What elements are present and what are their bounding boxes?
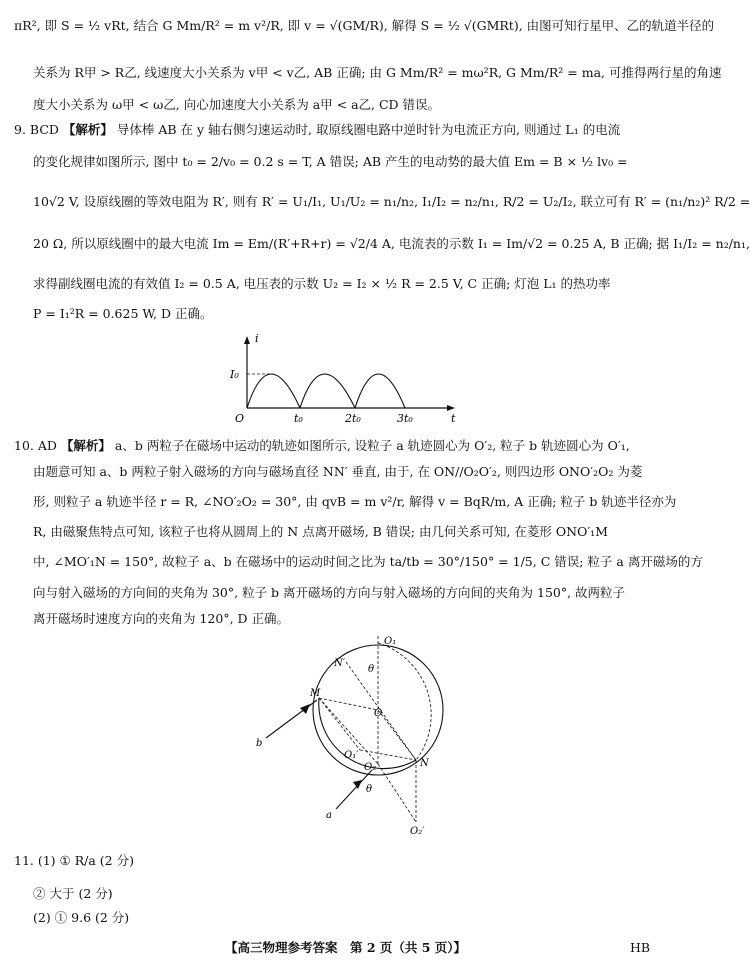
label-a: a (326, 810, 332, 821)
q8-line-2: 关系为 R甲 > R乙, 线速度大小关系为 v甲 < v乙, AB 正确; 由 G Mm/R² = mω²R, G Mm/R² = ma, 可推得两行星的角速 (33, 65, 722, 80)
q9-line-4: 20 Ω, 所以原线圈中的最大电流 Im = Em/(R′+R+r) = √2/4 A, 电流表的示数 I₁ = Im/√2 = 0.25 A, B 正确; 据 I₁/I₂ = n₂/n₁, (33, 236, 750, 251)
q11-line-1: 11. (1) ① R/a (2 分) (14, 853, 134, 868)
q10-line-2: 由题意可知 a、b 两粒子射入磁场的方向与磁场直径 NN′ 垂直, 由于, 在 ON//O₂O′₂, 则四边形 ONO′₂O₂ 为菱 (33, 464, 643, 479)
q8-line-1: πR², 即 S = ½ vRt, 结合 G Mm/R² = m v²/R, 即 v = √(GM/R), 解得 S = ½ √(GMRt), 由图可知行星甲、乙的轨道半径的 (14, 18, 715, 33)
incoming-b-arrow (300, 704, 310, 714)
graph-xlabel: t (451, 412, 456, 425)
graph-tick-3: 3t₀ (397, 412, 413, 425)
q9-header (14, 124, 620, 137)
q9-tag: 【解析】 (62, 122, 113, 137)
graph-peak-label: I₀ (230, 368, 239, 381)
q11-line-3: (2) ① 9.6 (2 分) (33, 910, 130, 925)
label-theta-top: θ (368, 664, 375, 675)
label-O: O (374, 708, 383, 719)
graph-arch-1 (247, 374, 300, 408)
q9-line-6: P = I₁²R = 0.625 W, D 正确。 (33, 306, 213, 321)
q10-tag: 【解析】 (60, 438, 111, 453)
q10-number: 10. AD (14, 438, 57, 453)
radius-O1p-N (360, 750, 416, 760)
label-O2: O₂ (364, 762, 377, 773)
graph-tick-2: 2t₀ (345, 412, 361, 425)
label-O1-prime: O₁′ (344, 750, 359, 761)
q10-line-3: 形, 则粒子 a 轨迹半径 r = R, ∠NO′₂O₂ = 30°, 由 qvB = m v²/r, 解得 v = BqR/m, A 正确; 粒子 b 轨迹半径亦为 (33, 494, 677, 509)
graph-ylabel: i (255, 332, 259, 345)
label-theta-bottom: θ (366, 784, 373, 795)
q8-line-3: 度大小关系为 ω甲 < ω乙, 向心加速度大小关系为 a甲 < a乙, CD 错误。 (33, 97, 441, 112)
label-O1: O₁ (384, 636, 397, 647)
graph-tick-1: t₀ (294, 412, 303, 425)
radius-O1p-M (319, 698, 360, 750)
incoming-b (266, 700, 317, 738)
particle-diagram (240, 632, 470, 837)
graph-x-arrow (447, 405, 455, 411)
q10-line-5: 中, ∠MO′₁N = 150°, 故粒子 a、b 在磁场中的运动时间之比为 ta/tb = 30°/150° = 1/5, C 错误; 粒子 a 离开磁场的方 (33, 554, 703, 569)
current-graph (225, 330, 465, 426)
label-O2-prime: O₂′ (410, 826, 425, 837)
q9-line-1: 导体棒 AB 在 y 轴右侧匀速运动时, 取原线圈电路中逆时针为电流正方向, 则通过 L₁ 的电流 (116, 122, 621, 137)
label-b: b (256, 738, 263, 749)
label-N: N (420, 758, 429, 769)
q9-line-5: 求得副线圈电流的有效值 I₂ = 0.5 A, 电压表的示数 U₂ = I₂ × ½ R = 2.5 V, C 正确; 灯泡 L₁ 的热功率 (33, 276, 611, 291)
q10-line-7: 离开磁场时速度方向的夹角为 120°, D 正确。 (33, 611, 290, 626)
q9-line-3: 10√2 V, 设原线圈的等效电阻为 R′, 则有 R′ = U₁/I₁, U₁/U₂ = n₁/n₂, I₁/I₂ = n₂/n₁, R/2 = U₂/I₂, 联立可有 R′ = (n₁/n₂)² R/2 = (33, 194, 750, 209)
q9-number: 9. BCD (14, 122, 59, 137)
graph-arch-2 (300, 374, 355, 408)
radius-O-M (319, 698, 378, 710)
incoming-a-arrow (353, 780, 362, 789)
graph-y-arrow (244, 336, 250, 344)
q10-line-1: a、b 两粒子在磁场中运动的轨迹如图所示, 设粒子 a 轨迹圆心为 O′₂, 粒子 b 轨迹圆心为 O′₁, (114, 438, 630, 453)
graph-arch-3 (355, 374, 405, 408)
q9-line-2: 的变化规律如图所示, 图中 t₀ = 2/v₀ = 0.2 s = T, A 错误; AB 产生的电动势的最大值 Em = B × ½ lv₀ = (33, 154, 628, 169)
label-M: M (310, 688, 321, 699)
footer-title: 【高三物理参考答案 第 2 页（共 5 页）】 (225, 940, 467, 955)
trajectory-a (378, 643, 431, 760)
label-N-prime: N′ (334, 658, 346, 669)
footer-code: HB (630, 940, 651, 955)
q11-line-2: ② 大于 (2 分) (33, 886, 113, 901)
graph-origin: O (235, 412, 245, 425)
q10-line-6: 向与射入磁场的方向间的夹角为 30°, 粒子 b 离开磁场的方向与射入磁场的方向间的夹角为 150°, 故两粒子 (33, 585, 626, 600)
q10-line-4: R, 由磁聚焦特点可知, 该粒子也将从圆周上的 N 点离开磁场, B 错误; 由几何关系可知, 在菱形 ONO′₁M (33, 524, 608, 539)
q10-header (14, 440, 630, 453)
